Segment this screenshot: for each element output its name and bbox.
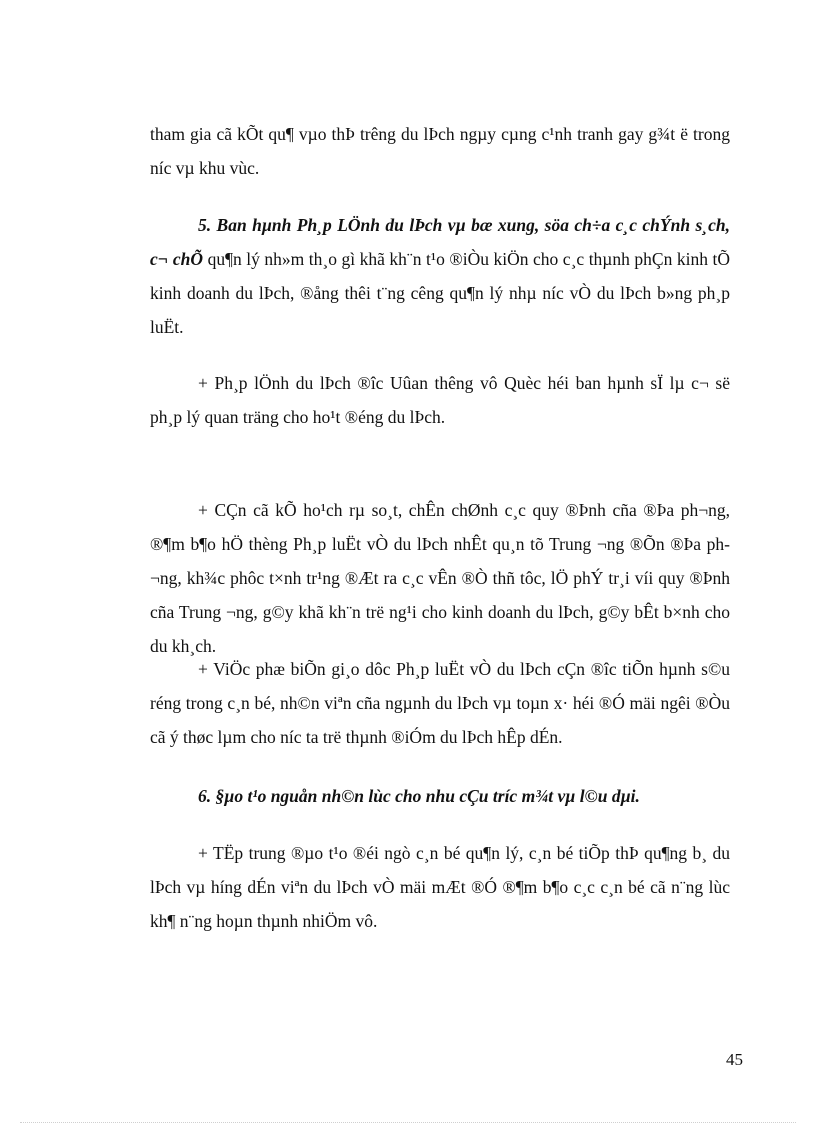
- section-5-text: qu¶n lý nh»m th¸o gì khã kh¨n t¹o ®iÒu kiÖn cho c¸c thµnh phÇn kinh tÕ kinh doanh du lÞch, ®ång thêi t¨ng cêng qu¶n lý nhµ níc vÒ du lÞch b»ng ph¸p luËt.: [150, 249, 730, 337]
- paragraph-staff-training: + TËp trung ®µo t¹o ®éi ngò c¸n bé qu¶n lý, c¸n bé tiÕp thÞ qu¶ng b¸ du lÞch vµ híng dÉn viªn du lÞch vÒ mäi mÆt ®Ó ®¶m b¶o c¸c c¸n bé cã n¨ng lùc kh¶ n¨ng hoµn thµnh nhiÖm vô.: [150, 843, 730, 931]
- paragraph-law-education: + ViÖc phæ biÕn gi¸o dôc Ph¸p luËt vÒ du lÞch cÇn ®îc tiÕn hµnh s©u réng trong c¸n bé, nh©n viªn cña ngµnh du lÞch vµ toµn x· héi ®Ó mäi ngêi ®Òu cã ý thøc lµm cho níc ta trë thµnh ®iÓm du lÞch hÊp dÉn.: [150, 659, 730, 747]
- paragraph-section-5: [150, 208, 730, 344]
- paragraph-tourism-ordinance: + Ph¸p lÖnh du lÞch ®îc Uûan thêng vô Quèc héi ban hµnh sÏ lµ c¬ së ph¸p lý quan träng cho ho¹t ®éng du lÞch.: [150, 373, 730, 427]
- section-6-heading: 6. §µo t¹o nguån nh©n lùc cho nhu cÇu tríc m¾t vµ l©u dµi.: [198, 786, 640, 806]
- page-number: 45: [726, 1050, 743, 1069]
- paragraph-tourism-market: tham gia cã kÕt qu¶ vµo thÞ trêng du lÞch ngµy cµng c¹nh tranh gay g¾t ë trong níc vµ khu vùc.: [150, 124, 730, 178]
- paragraph-review-regulations: + CÇn cã kÕ ho¹ch rµ so¸t, chÊn chØnh c¸c quy ®Þnh cña ®Þa ph¬ng, ®¶m b¶o hÖ thèng Ph¸p luËt vÒ du lÞch nhÊt qu¸n tõ Trung ¬ng ®Õn ®Þa ph¬ng, kh¾c phôc t×nh tr¹ng ®Æt ra c¸c vÊn ®Ò thñ tôc, lÖ phÝ tr¸i víi quy ®Þnh cña Trung ¬ng, g©y khã kh¨n trë ng¹i cho kinh doanh du lÞch, g©y bÊt b×nh cho du kh¸ch.: [150, 500, 730, 656]
- section-5-heading: 5. Ban hµnh Ph¸p LÖnh du lÞch vµ bæ xung, söa ch÷a c¸c chÝnh s¸ch, c¬ chÕ: [150, 215, 730, 269]
